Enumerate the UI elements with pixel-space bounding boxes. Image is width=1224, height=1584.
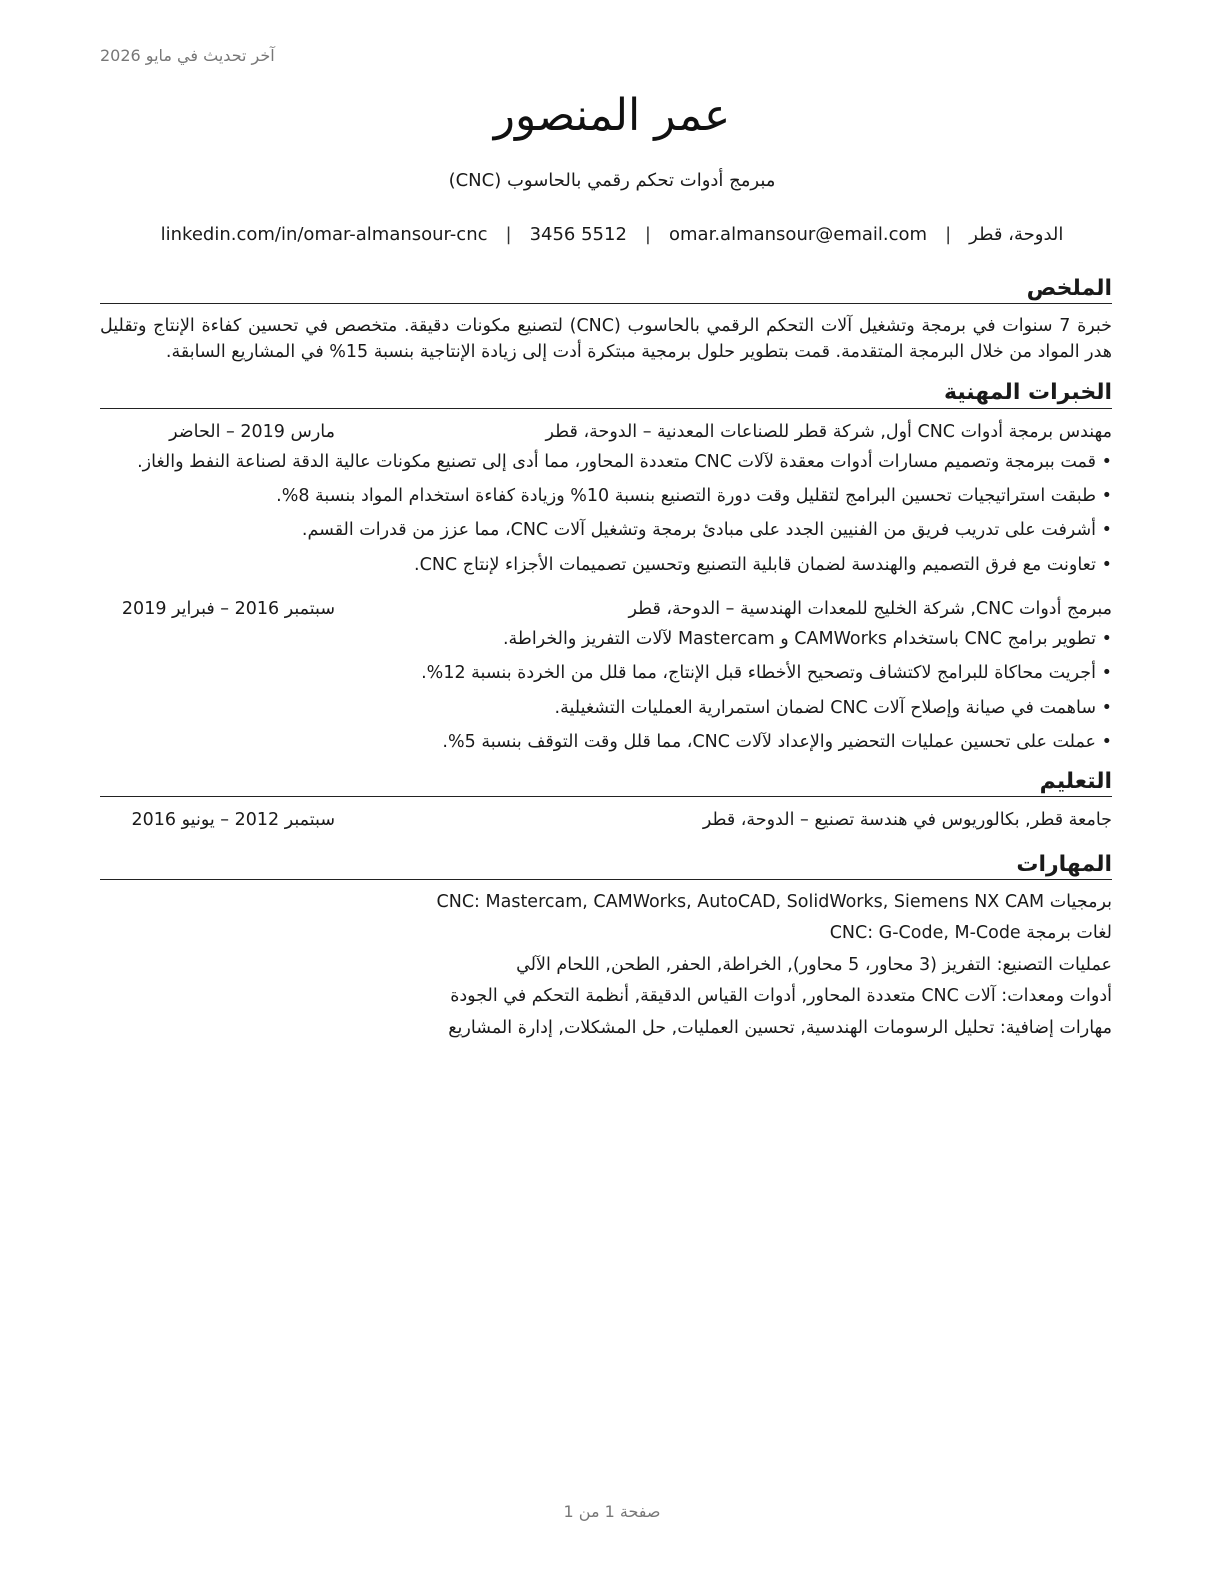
list-item: • قمت ببرمجة وتصميم مسارات أدوات معقدة لآلات CNC متعددة المحاور، مما أدى إلى تصنيع مكونات عالية الدقة لصناعة النفط والغاز.	[100, 449, 1112, 475]
job-title-company: مهندس برمجة أدوات CNC أول, شركة قطر للصناعات المعدنية – الدوحة، قطر	[545, 421, 1112, 442]
section-heading-summary: الملخص	[100, 276, 1112, 304]
job-entry	[100, 419, 1112, 578]
section-heading-skills: المهارات	[100, 852, 1112, 880]
list-item: • تعاونت مع فرق التصميم والهندسة لضمان قابلية التصنيع وتحسين تصميمات الأجزاء لإنتاج CNC.	[100, 552, 1112, 578]
contact-linkedin[interactable]: linkedin.com/in/omar-almansour-cnc	[160, 224, 488, 245]
skill-line: برمجيات CNC: Mastercam, CAMWorks, AutoCAD, SolidWorks, Siemens NX CAM	[436, 892, 1112, 913]
list-item: • طبقت استراتيجيات تحسين البرامج لتقليل وقت دورة التصنيع بنسبة 10% وزيادة كفاءة استخدام المواد بنسبة 8%.	[100, 483, 1112, 509]
contact-location: الدوحة، قطر	[969, 224, 1064, 245]
contact-separator: |	[644, 224, 651, 245]
last-updated-note: آخر تحديث في مايو 2026	[100, 46, 275, 65]
job-bullets	[100, 449, 1112, 578]
contact-email[interactable]: omar.almansour@email.com	[669, 224, 928, 245]
job-header	[100, 596, 1112, 622]
summary-text: خبرة 7 سنوات في برمجة وتشغيل آلات التحكم الرقمي بالحاسوب (CNC) لتصنيع مكونات دقيقة. متخصص في تحسين كفاءة الإنتاج وتقليل هدر المواد من خلال البرمجة المتقدمة. قمت بتطوير حلول برمجية مبتكرة أدت إلى زيادة الإنتاجية بنسبة 15% في المشاريع السابقة.	[100, 316, 1112, 363]
skills-list	[100, 890, 1112, 1041]
contact-separator: |	[945, 224, 952, 245]
job-bullets	[100, 626, 1112, 755]
contact-phone[interactable]: 3456 5512	[529, 224, 627, 245]
list-item: • أجريت محاكاة للبرامج لاكتشاف وتصحيح الأخطاء قبل الإنتاج، مما قلل من الخردة بنسبة 12%.	[100, 660, 1112, 686]
contact-separator: |	[505, 224, 512, 245]
section-heading-experience: الخبرات المهنية	[100, 380, 1112, 408]
job-title-company: مبرمج أدوات CNC, شركة الخليج للمعدات الهندسية – الدوحة، قطر	[628, 598, 1112, 619]
education-entry	[100, 807, 1112, 833]
education-dates: سبتمبر 2012 – يونيو 2016	[131, 810, 335, 831]
page-footer: صفحة 1 من 1	[563, 1502, 661, 1521]
skill-line: عمليات التصنيع: التفريز (3 محاور، 5 محاور), الخراطة, الحفر, الطحن, اللحام الآلي	[516, 954, 1112, 975]
list-item: • أشرفت على تدريب فريق من الفنيين الجدد على مبادئ برمجة وتشغيل آلات CNC، مما عزز من قدرات القسم.	[100, 517, 1112, 543]
resume-content	[100, 276, 1112, 1047]
section-heading-education: التعليم	[100, 769, 1112, 797]
job-dates: سبتمبر 2016 – فبراير 2019	[121, 598, 335, 619]
job-entry	[100, 596, 1112, 755]
job-dates: مارس 2019 – الحاضر	[169, 421, 335, 442]
skill-line: مهارات إضافية: تحليل الرسومات الهندسية, تحسين العمليات, حل المشكلات, إدارة المشاريع	[448, 1017, 1112, 1038]
contact-line	[100, 224, 1124, 245]
candidate-name: عمر المنصور	[493, 90, 731, 141]
list-item: • ساهمت في صيانة وإصلاح آلات CNC لضمان استمرارية العمليات التشغيلية.	[100, 695, 1112, 721]
list-item: • عملت على تحسين عمليات التحضير والإعداد لآلات CNC، مما قلل وقت التوقف بنسبة 5%.	[100, 729, 1112, 755]
candidate-title: مبرمج أدوات تحكم رقمي بالحاسوب (CNC)	[448, 170, 776, 191]
list-item: • تطوير برامج CNC باستخدام CAMWorks و Mastercam لآلات التفريز والخراطة.	[100, 626, 1112, 652]
job-header	[100, 419, 1112, 445]
education-degree: جامعة قطر, بكالوريوس في هندسة تصنيع – الدوحة، قطر	[702, 810, 1112, 831]
skill-line: لغات برمجة CNC: G-Code, M-Code	[829, 923, 1112, 944]
skill-line: أدوات ومعدات: آلات CNC متعددة المحاور, أدوات القياس الدقيقة, أنظمة التحكم في الجودة	[450, 986, 1112, 1007]
